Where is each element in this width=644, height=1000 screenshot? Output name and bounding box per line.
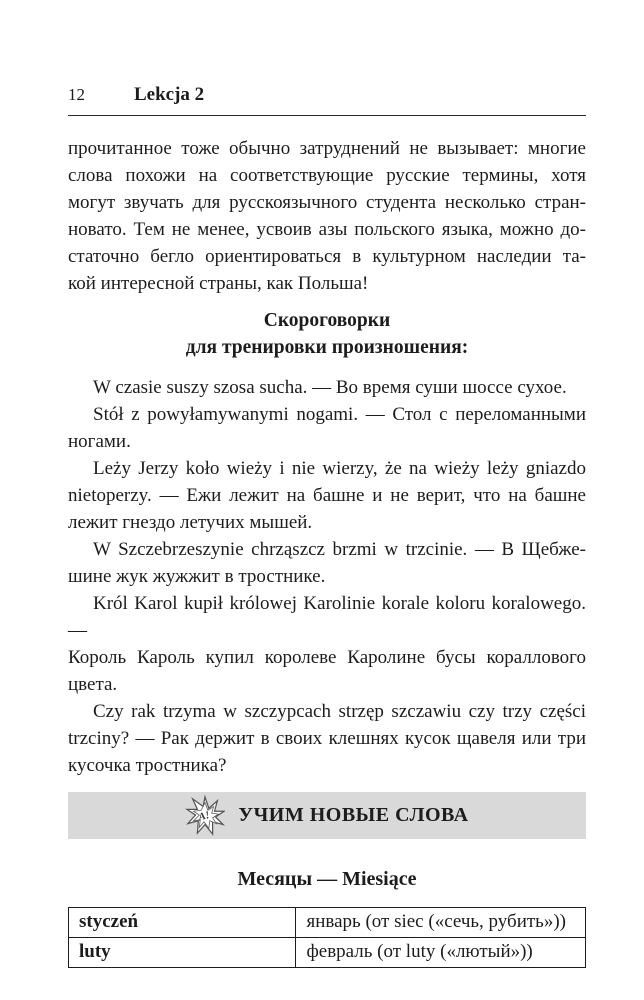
vocab-polish-word: styczeń	[69, 908, 296, 938]
text-line: Leży Jerzy koło wieży i nie wierzy, że na wieży leży gniazdo	[93, 458, 586, 479]
text-line: слова похожи на соответствующие русские термины, хотя	[68, 165, 586, 186]
vocab-russian-gloss: январь (от siec («сечь, рубить»))	[296, 908, 586, 938]
page-number: 12	[68, 85, 85, 104]
svg-text:A!: A!	[197, 809, 212, 823]
tongue-twister	[68, 698, 586, 779]
text-line: Король Кароль купил королеве Каролине бусы кораллового	[68, 647, 586, 668]
text-line: могут звучать для русскоязычного студента несколько стран-	[68, 192, 586, 213]
text-line: кусочка тростника?	[68, 755, 227, 776]
text-line: кой интересной страны, как Польша!	[68, 273, 369, 294]
starburst-exclamation-icon	[185, 795, 225, 837]
text-line: ногами.	[68, 431, 131, 452]
text-line: прочитанное тоже обычно затруднений не вызывает: многие	[68, 138, 586, 159]
vocab-heading: Месяцы — Miesiące	[237, 868, 417, 890]
vocab-russian-gloss: февраль (от luty («лютый»))	[296, 938, 586, 968]
tongue-twisters	[68, 374, 586, 779]
section-heading-line: Скороговорки	[263, 310, 391, 331]
text-line: цвета.	[68, 674, 118, 695]
tongue-twister	[68, 401, 586, 455]
text-line: шине жук жужжит в тростнике.	[68, 566, 326, 587]
section-heading-line: для тренировки произношения:	[185, 337, 469, 358]
text-line: статочно бегло ориентироваться в культурном наследии та-	[68, 246, 586, 267]
text-line: новато. Тем не менее, усвоив азы польского языка, можно до-	[68, 219, 586, 240]
vocab-polish-word: luty	[69, 938, 296, 968]
vocab-table	[68, 907, 586, 968]
lesson-title: Lekcja 2	[134, 84, 205, 105]
new-words-banner	[68, 792, 586, 839]
text-line: лежит гнездо летучих мышей.	[68, 512, 313, 533]
text-line: Stół z powyłamywanymi nogami. — Стол с переломанными	[93, 404, 586, 425]
tongue-twister	[68, 590, 586, 698]
tongue-twister	[68, 374, 586, 401]
table-row	[69, 938, 586, 968]
page-header	[68, 84, 586, 116]
tongue-twister	[68, 536, 586, 590]
banner-title: УЧИМ НОВЫЕ СЛОВА	[238, 804, 469, 826]
text-line: Król Karol kupił królowej Karolinie korale koloru koralowego. —	[68, 593, 586, 641]
intro-paragraph	[68, 135, 586, 297]
text-line: nietoperzy. — Ежи лежит на башне и не верит, что на башне	[68, 485, 586, 506]
text-line: trzciny? — Рак держит в своих клешнях кусок щавеля или три	[68, 728, 586, 749]
section-heading	[68, 307, 586, 361]
text-line: Czy rak trzyma w szczypcach strzęp szczawiu czy trzy części	[93, 701, 586, 722]
table-row	[69, 908, 586, 938]
text-line: W czasie suszy szosa sucha. — Во время суши шоссе сухое.	[93, 377, 567, 398]
tongue-twister	[68, 455, 586, 536]
text-line: W Szczebrzeszynie chrząszcz brzmi w trzcinie. — В Щебже-	[93, 539, 586, 560]
